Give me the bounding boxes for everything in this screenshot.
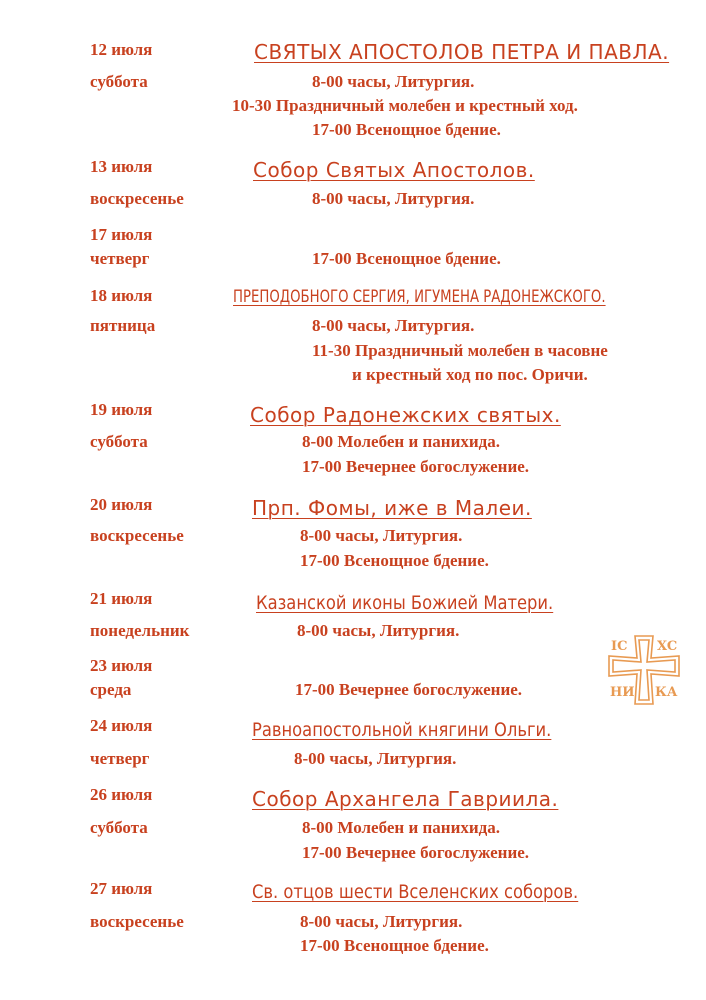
date: 13 июля	[90, 157, 153, 176]
service: 8-00 часы, Литургия.	[300, 526, 463, 545]
weekday: суббота	[90, 72, 148, 91]
cross-letters: XC	[657, 639, 678, 654]
service: и крестный ход по пос. Оричи.	[352, 365, 588, 384]
service: 17-00 Вечернее богослужение.	[302, 843, 530, 862]
service: 8-00 часы, Литургия.	[312, 72, 475, 91]
weekday: воскресенье	[90, 189, 184, 208]
date: 20 июля	[90, 495, 153, 514]
service: 8-00 часы, Литургия.	[300, 912, 463, 931]
date: 19 июля	[90, 400, 153, 419]
date: 26 июля	[90, 785, 153, 804]
feast-title: Собор Радонежских святых.	[250, 403, 561, 427]
weekday: четверг	[90, 249, 150, 268]
weekday: суббота	[90, 432, 148, 451]
cross-letters: КА	[655, 685, 678, 700]
feast-title: ПРЕПОДОБНОГО СЕРГИЯ, ИГУМЕНА РАДОНЕЖСКОГО.	[233, 287, 606, 307]
service: 17-00 Вечернее богослужение.	[302, 457, 530, 476]
feast-title: Равноапостольной княгини Ольги.	[252, 719, 552, 741]
service: 17-00 Всенощное бдение.	[300, 551, 489, 570]
date: 27 июля	[90, 879, 153, 898]
weekday: суббота	[90, 818, 148, 837]
feast-title: Казанской иконы Божией Матери.	[256, 592, 554, 614]
feast-title: Прп. Фомы, иже в Малеи.	[252, 496, 532, 520]
service: 17-00 Всенощное бдение.	[312, 120, 501, 139]
date: 12 июля	[90, 40, 153, 59]
date: 23 июля	[90, 656, 153, 675]
service: 11-30 Праздничный молебен в часовне	[312, 341, 608, 360]
weekday: четверг	[90, 749, 150, 768]
weekday: пятница	[90, 316, 156, 335]
feast-title: Собор Архангела Гавриила.	[252, 787, 559, 811]
service: 10-30 Праздничный молебен и крестный ход.	[232, 96, 578, 115]
cross-letters: IC	[611, 639, 628, 654]
cross-letters: НИ	[610, 685, 635, 700]
feast-title: СВЯТЫХ АПОСТОЛОВ ПЕТРА И ПАВЛА.	[254, 40, 670, 64]
date: 17 июля	[90, 225, 153, 244]
weekday: воскресенье	[90, 526, 184, 545]
orthodox-cross-icon	[605, 632, 683, 708]
service: 8-00 Молебен и панихида.	[302, 818, 501, 837]
weekday: среда	[90, 680, 132, 699]
service: 8-00 Молебен и панихида.	[302, 432, 501, 451]
service: 17-00 Всенощное бдение.	[300, 936, 489, 955]
feast-title: Собор Святых Апостолов.	[253, 158, 535, 182]
service: 8-00 часы, Литургия.	[312, 316, 475, 335]
service: 8-00 часы, Литургия.	[312, 189, 475, 208]
date: 24 июля	[90, 716, 153, 735]
service: 17-00 Вечернее богослужение.	[295, 680, 523, 699]
service: 8-00 часы, Литургия.	[294, 749, 457, 768]
service: 8-00 часы, Литургия.	[297, 621, 460, 640]
weekday: воскресенье	[90, 912, 184, 931]
weekday: понедельник	[90, 621, 190, 640]
date: 18 июля	[90, 286, 153, 305]
date: 21 июля	[90, 589, 153, 608]
service: 17-00 Всенощное бдение.	[312, 249, 501, 268]
feast-title: Св. отцов шести Вселенских соборов.	[252, 881, 579, 903]
